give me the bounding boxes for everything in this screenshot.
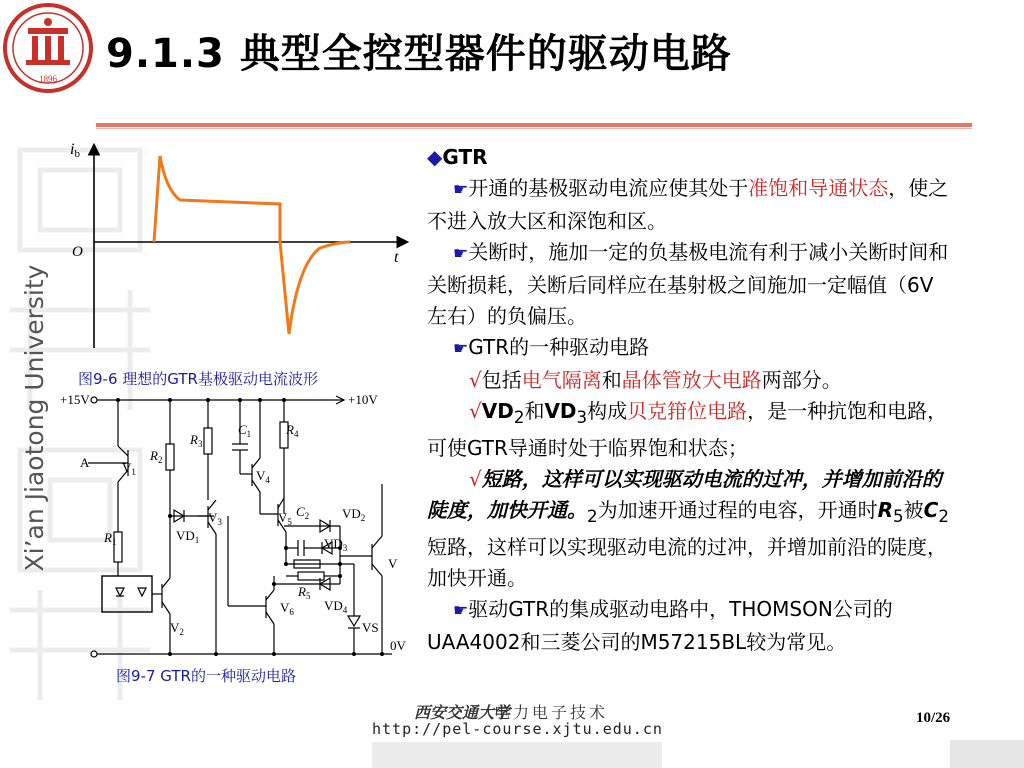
label-r4: $R_4$ (286, 422, 299, 439)
label-r5: $R_5$ (298, 584, 311, 601)
label-zero-volt: 0V (390, 638, 406, 653)
check-icon: √ (469, 368, 482, 392)
content-text (427, 142, 952, 658)
label-v2: $V_2$ (170, 620, 184, 637)
label-vd1: $VD_1$ (176, 528, 200, 545)
para-baker-clamp: $√VD_2$和$VD_3$构成贝克箝位电路，是一种抗饱和电路，可使GTR导通时处于临界饱和状态； (427, 399, 948, 460)
corner-decoration (950, 740, 1024, 768)
side-university-name: Xi’an Jiaotong University (20, 264, 49, 572)
check-icon: √ (469, 399, 482, 423)
gtr-heading: ◆GTR (427, 145, 488, 169)
page-title: 9.1.3 典型全控型器件的驱动电路 (106, 31, 732, 77)
check-icon: √ (469, 467, 482, 491)
para-isolation: √包括电气隔离和晶体管放大电路两部分。 (469, 368, 842, 392)
footer-band (372, 742, 662, 768)
base-current-waveform (58, 138, 414, 368)
pointing-hand-icon: ☛ (453, 601, 469, 621)
pointing-hand-icon: ☛ (453, 180, 469, 200)
x-axis-label: t (394, 249, 399, 266)
label-v3: $V_3$ (208, 510, 222, 527)
origin-label: O (72, 244, 83, 260)
label-vd2: $VD_2$ (342, 506, 366, 523)
label-r3: $R_3$ (190, 432, 203, 449)
waveform-curve (154, 156, 350, 334)
title-divider-thin (96, 128, 972, 129)
footer-url[interactable]: http://pel-course.xjtu.edu.cn (372, 720, 663, 738)
para-turn-off: ☛关断时，施加一定的负基极电流有利于减小关断时间和关断损耗，关断后同样应在基射极之间施加一定幅值（6V左右）的负偏压。 (427, 240, 949, 328)
para-speedup-capacitor: √短路，这样可以实现驱动电流的过冲，并增加前沿的陡度，加快开通。$_2$为加速开通过程的电容，开通时$R_5$被$C_2$短路，这样可以实现驱动电流的过冲，并增加前沿的陡度，加快开通。 (427, 467, 949, 590)
label-vd3: $VD_3$ (324, 536, 348, 553)
label-v: V (388, 556, 398, 571)
page-number: 10/26 (916, 710, 951, 726)
label-v4: $V_4$ (256, 468, 270, 485)
label-vs: VS (362, 620, 379, 635)
pointing-hand-icon: ☛ (453, 244, 469, 264)
para-turn-on: ☛开通的基极驱动电流应使其处于准饱和导通状态，使之不进入放大区和深饱和区。 (427, 176, 949, 233)
figure-9-7-caption: 图9-7 GTR的一种驱动电路 (116, 667, 296, 685)
title-divider (96, 123, 972, 127)
para-drive-circuit: ☛GTR的一种驱动电路 (453, 335, 650, 359)
university-logo (2, 2, 94, 94)
y-axis-label: ib (70, 141, 80, 160)
footer-course-name: 电力电子技术 (494, 703, 609, 722)
pointing-hand-icon: ☛ (453, 339, 469, 359)
para-integrated-driver: ☛驱动GTR的集成驱动电路中，THOMSON公司的UAA4002和三菱公司的M57215BL较为常见。 (427, 597, 893, 654)
label-v5: $V_5$ (278, 510, 292, 527)
gtr-drive-circuit-diagram (58, 388, 410, 664)
diamond-bullet-icon: ◆ (427, 145, 443, 169)
label-r2: $R_2$ (150, 448, 163, 465)
label-c2: $C_2$ (296, 504, 310, 521)
svg-text:1896: 1896 (39, 74, 57, 84)
label-vd4: $VD_4$ (324, 598, 348, 615)
label-supply-right: +10V (348, 392, 378, 407)
label-supply-left: +15V (60, 392, 90, 407)
label-v6: $V_6$ (280, 600, 294, 617)
label-r1: $R_1$ (104, 530, 117, 547)
label-v1: $V_1$ (122, 460, 136, 477)
footer-school-name: 西安交通大学 (414, 703, 511, 722)
label-c1: $C_1$ (238, 422, 252, 439)
figure-9-6-caption: 图9-6 理想的GTR基极驱动电流波形 (78, 370, 318, 388)
label-node-a: A (80, 455, 90, 470)
